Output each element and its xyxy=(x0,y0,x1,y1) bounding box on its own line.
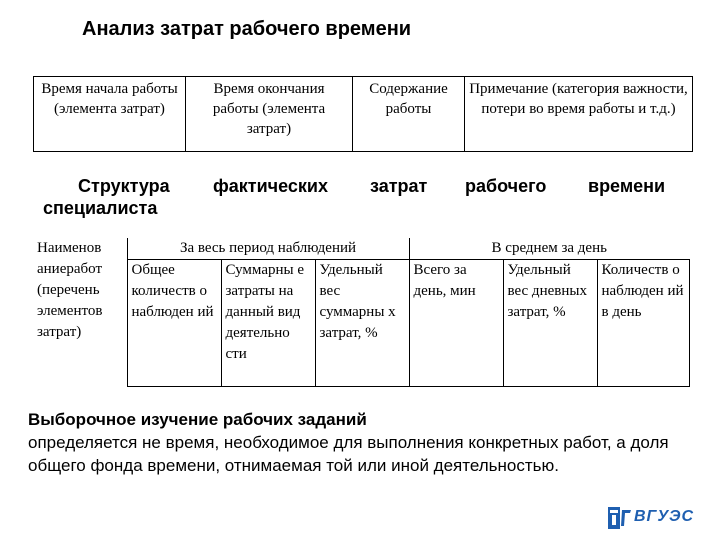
logo xyxy=(607,506,695,530)
section-word-1: Структура xyxy=(78,176,170,196)
section-word-5: времени xyxy=(588,176,666,196)
sub-header-daily-share: Удельный вес дневных затрат, % xyxy=(503,260,597,387)
sub-header-count: Общее количеств о наблюден ий xyxy=(127,260,221,387)
logo-text: ВГУЭС xyxy=(634,508,695,525)
header-cell-start-time: Время начала работы (элемента затрат) xyxy=(34,77,186,152)
header-cell-end-time: Время окончания работы (элемента затрат) xyxy=(186,77,353,152)
sub-header-share: Удельный вес суммарны х затрат, % xyxy=(315,260,409,387)
work-time-table xyxy=(33,76,693,152)
cost-structure-table xyxy=(33,238,690,387)
sub-header-total-day: Всего за день, мин xyxy=(409,260,503,387)
page-title: Анализ затрат рабочего времени xyxy=(82,18,412,40)
paragraph xyxy=(28,408,708,477)
paragraph-heading: Выборочное изучение рабочих заданий xyxy=(28,410,367,429)
section-word-4: рабочего xyxy=(465,176,547,196)
header-cell-note: Примечание (категория важности, потери во время работы и т.д.) xyxy=(465,77,693,152)
sub-header-total-cost: Суммарны е затраты на данный вид деятельно сти xyxy=(221,260,315,387)
table-row xyxy=(34,77,693,152)
item-name-cell: Наименов аниеработ (перечень элементов затрат) xyxy=(37,240,103,340)
header-cell-content: Содержание работы xyxy=(353,77,465,152)
table-row xyxy=(33,238,689,260)
section-word-3: затрат xyxy=(370,176,428,196)
section-word-2: фактических xyxy=(213,176,328,196)
sub-header-daily-count: Количеств о наблюден ий в день xyxy=(597,260,689,387)
table-row xyxy=(33,260,689,387)
section-word-6: специалиста xyxy=(43,198,158,218)
paragraph-text: определяется не время, необходимое для выполнения конкретных работ, а доля общего фонда времени, отнимаемая той или иной деятельностью. xyxy=(28,433,669,475)
group-header-daily: В среднем за день xyxy=(409,238,689,260)
group-header-period: За весь период наблюдений xyxy=(127,238,409,260)
